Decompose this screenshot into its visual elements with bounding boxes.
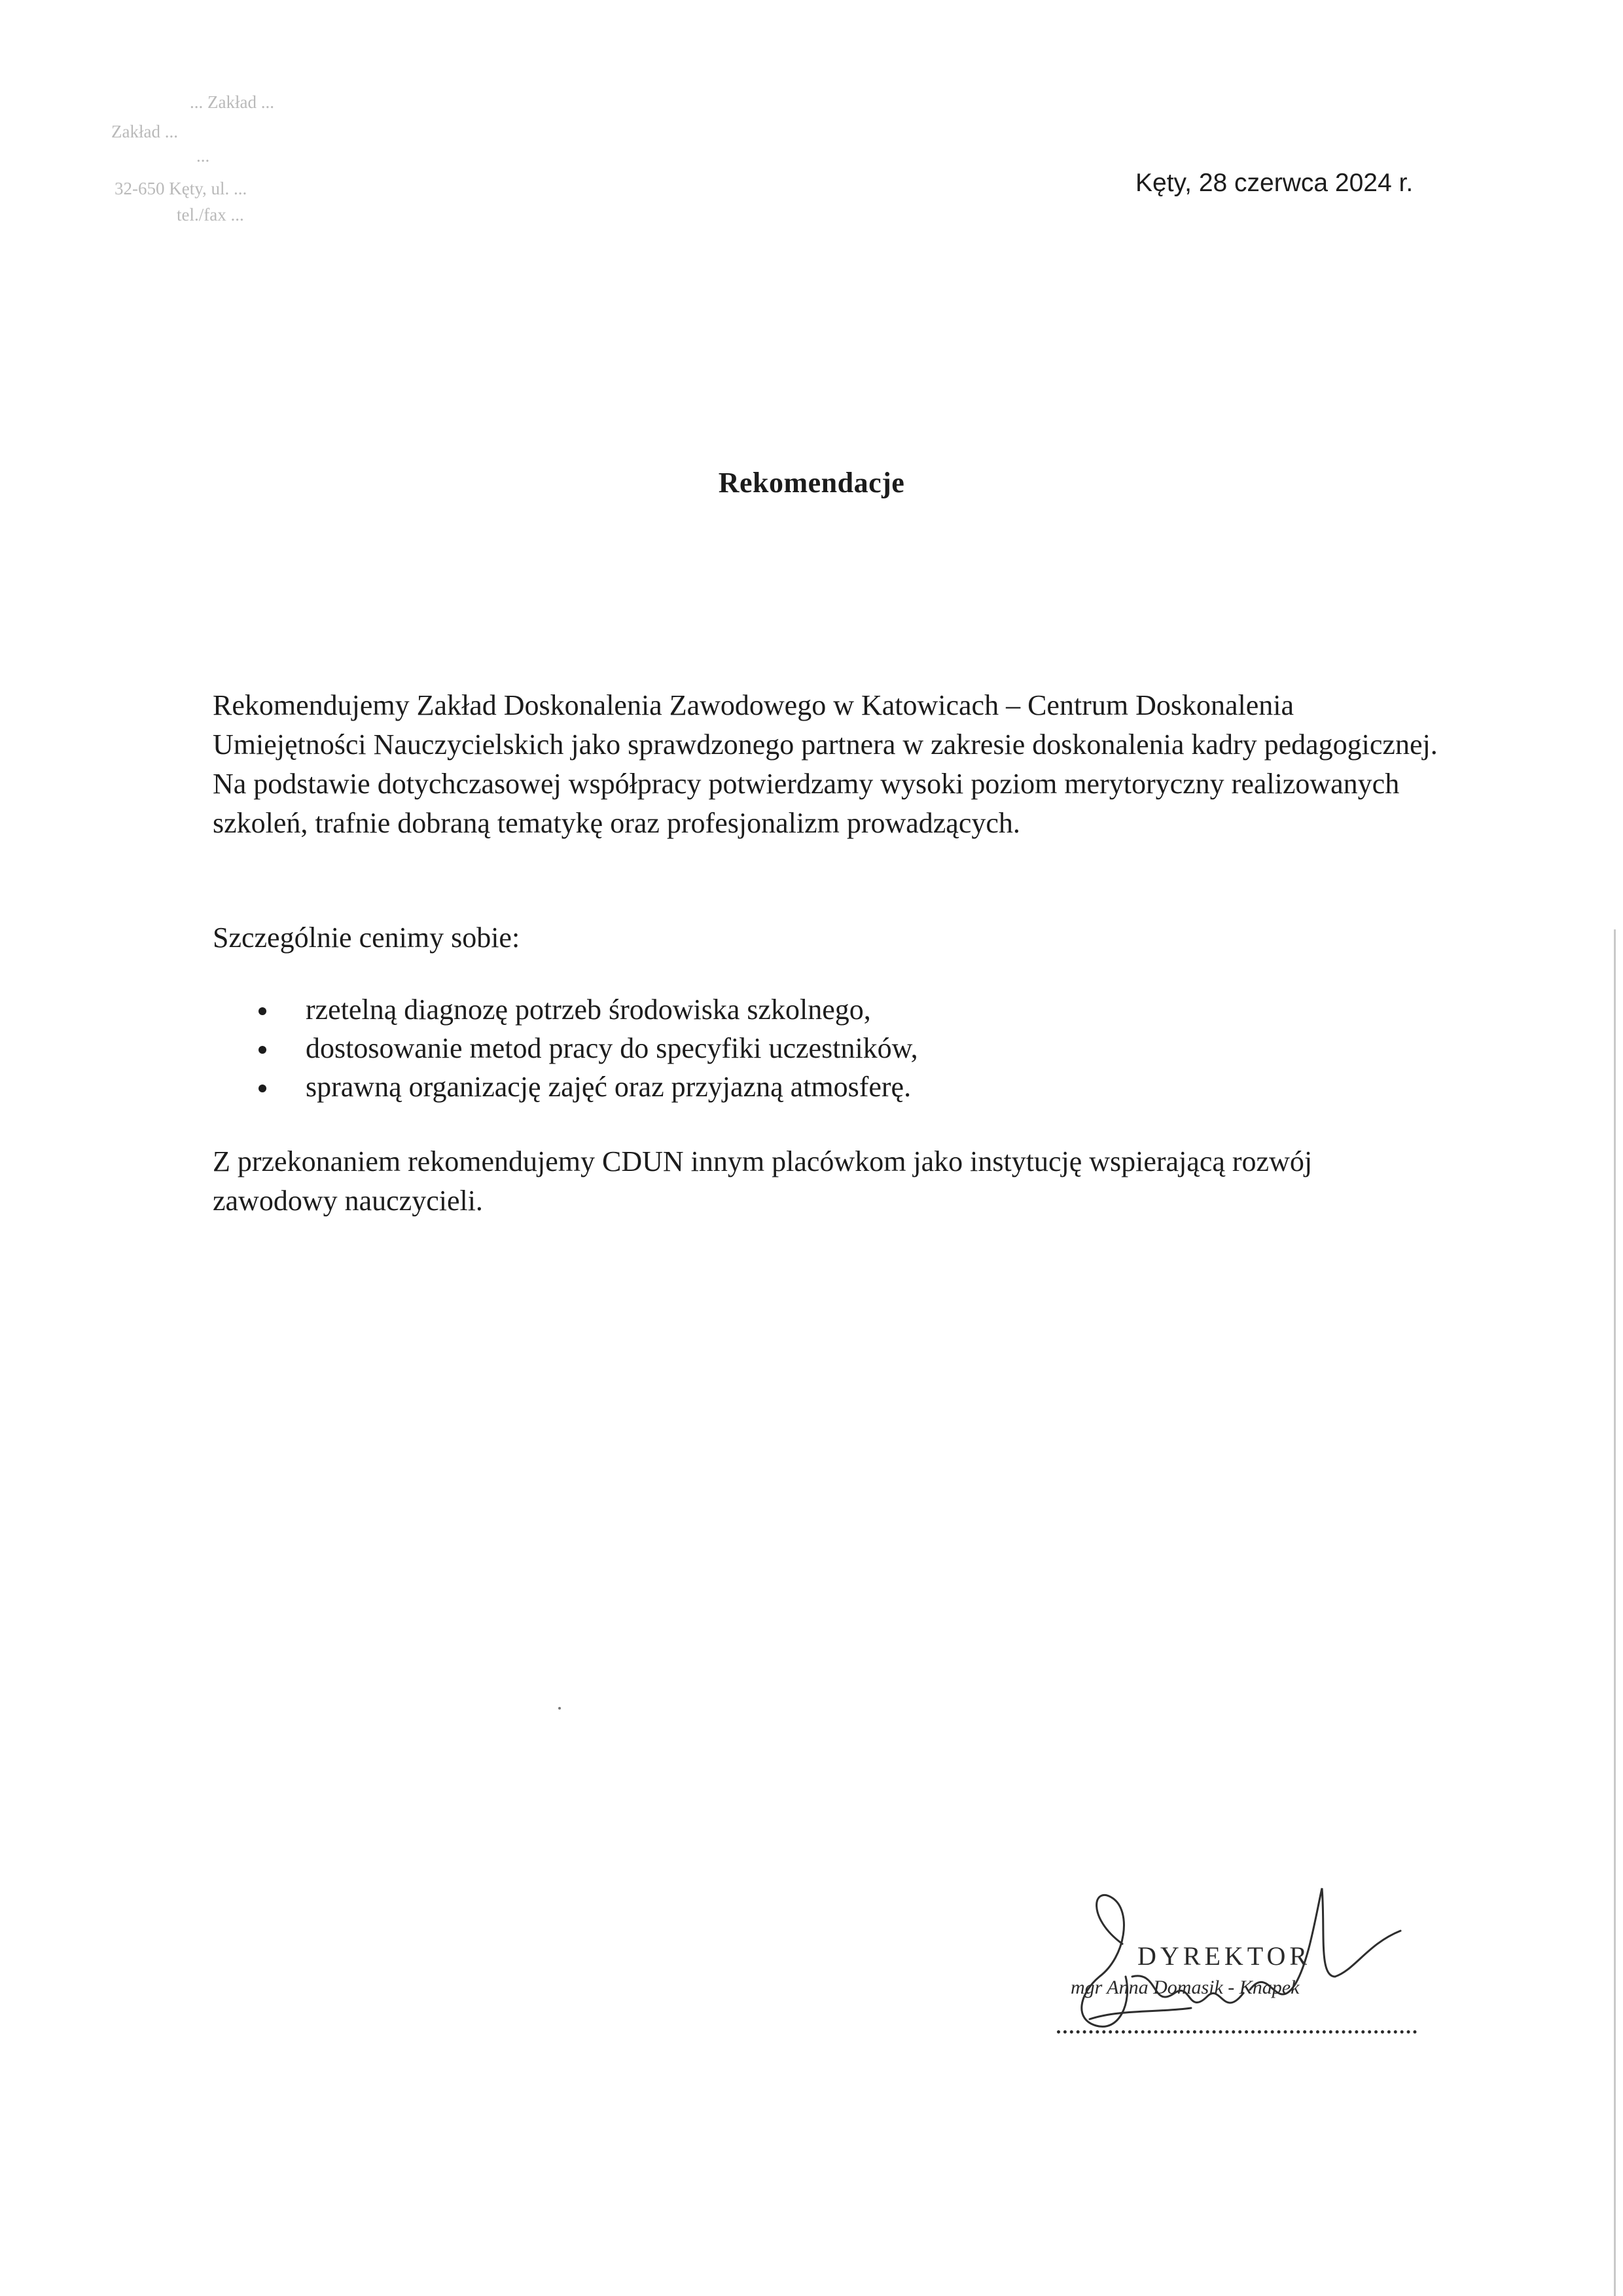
stamp-line-5: tel./fax ... <box>177 205 244 224</box>
stamp-line-2: Zakład ... <box>111 122 178 141</box>
faded-stamp-graphic <box>98 88 484 245</box>
body-paragraph-1: Rekomendujemy Zakład Doskonalenia Zawodowego w Katowicach – Centrum Doskonalenia Umiejętności Nauczycielskich jako sprawdzonego partnera w zakresie doskonalenia kadry pedagogicznej. Na podstawie dotychczasowej współpracy potwierdzamy wysoki poziom merytoryczny realizowanych szkoleń, trafnie dobraną tematykę oraz profesjonalizm prowadzących. <box>213 689 1438 839</box>
institution-stamp <box>98 88 484 245</box>
signature-block <box>1060 1878 1427 2049</box>
stamp-line-3: ... <box>196 146 210 166</box>
stamp-line-4: 32-650 Kęty, ul. ... <box>115 179 247 198</box>
bullet-icon <box>259 1007 266 1015</box>
document-date: Kęty, 28 czerwca 2024 r. <box>1135 169 1414 197</box>
bullet-icon <box>259 1046 266 1054</box>
list-item-text: dostosowanie metod pracy do specyfiki uczestników, <box>306 1032 918 1064</box>
bullet-icon <box>259 1085 266 1092</box>
signature-name: mgr Anna Domasik - Knapek <box>1071 1977 1300 1998</box>
body-paragraph-2: Szczególnie cenimy sobie: <box>213 922 520 954</box>
stamp-line-1: ... Zakład ... <box>190 92 274 112</box>
list-item <box>259 1067 1404 1106</box>
signature-dotted-line <box>1057 2030 1417 2034</box>
list-item-text: rzetelną diagnozę potrzeb środowiska szkolnego, <box>306 994 871 1026</box>
signature-title: DYREKTOR <box>1137 1941 1311 1971</box>
scan-edge-line <box>1614 929 1616 2296</box>
bullet-list <box>259 990 1404 1106</box>
list-item <box>259 990 1404 1029</box>
list-item <box>259 1029 1404 1067</box>
scan-speck <box>558 1707 561 1710</box>
body-paragraph-3: Z przekonaniem rekomendujemy CDUN innym placówkom jako instytucję wspierającą rozwój zawodowy nauczycieli. <box>213 1145 1313 1217</box>
list-item-text: sprawną organizację zajęć oraz przyjazną atmosferę. <box>306 1071 912 1103</box>
document-title: Rekomendacje <box>718 467 905 499</box>
